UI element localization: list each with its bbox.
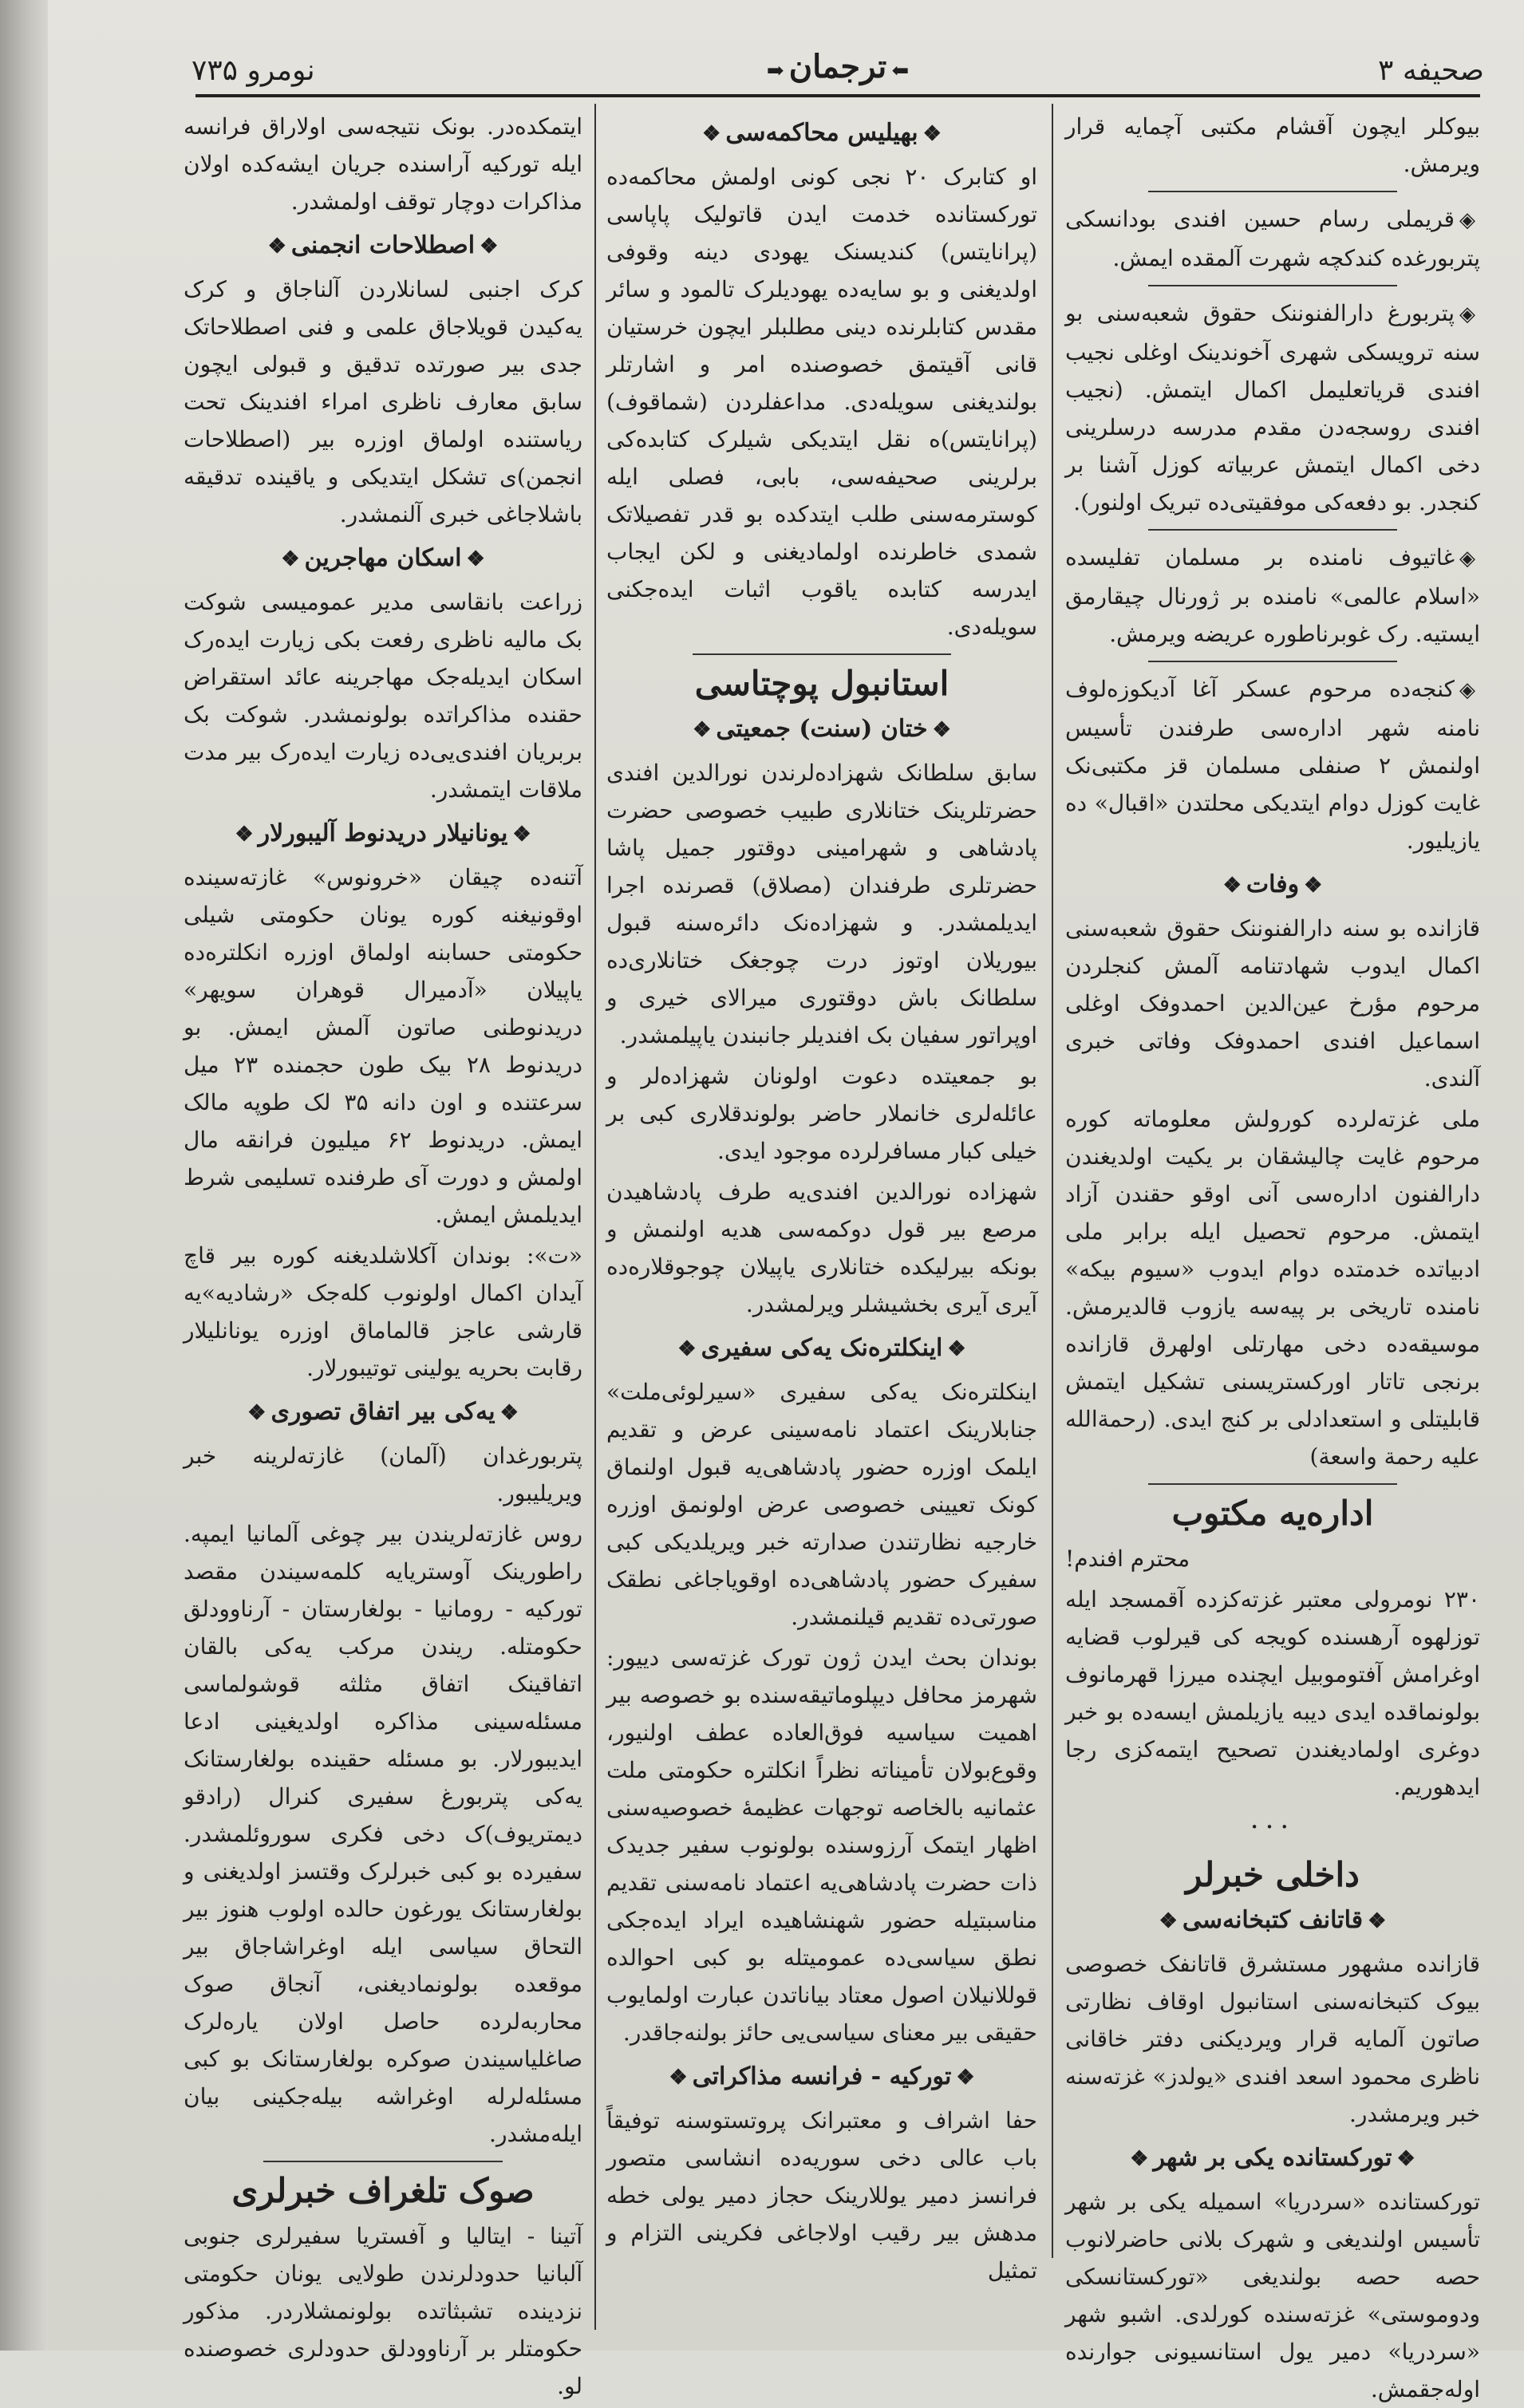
- article-text: ◈کنجه‌ده مرحوم عسکر آغا آدیکوزه‌لوف نامنه شهر اداره‌سی طرفندن تأسیس اولنمش ۲ صنفلی مسلمان قز مکتبی‌نک غایت کوزل دوام ایتدیکی محلتدن «اقبال» ده یازیلیور.: [1065, 670, 1480, 859]
- ornament-icon: ❖: [281, 547, 300, 571]
- article-text: زراعت بانقاسی مدیر عمومیسی شوکت بک مالیه ناظری رفعت بکی زیارت ایده‌رک اسکان ایدیله‌جک مهاجرینه عائد استقراض حقنده مذاکراتده بولونمشدر. شوکت بک بربریان افندی‌یی‌ده زیارت ایده‌رک بیر مدت ملاقات ایتمشدر.: [184, 589, 582, 803]
- section-title: استانبول پوچتاسی: [694, 664, 950, 703]
- ornament-icon: ❖: [1130, 2147, 1149, 2171]
- article-text: او کتابرک ۲۰ نجی کونی اولمش محاکمه‌ده تورکستانده خدمت ایدن قاتولیک پاپاسی (پرانایتس) کندیسنک یهودی دینه وقوفی اولدیغنی و بو سایه‌ده یهودیلرک تالمود و سائر مقدس کتابلرنده دینی مطلبلر ایچون خرستیان قانی آقیتمق خصوصنده امر و اشارتلر بولندیغنی سویله‌دی. مداعفلردن (شماقوف) (پرانایتس)ه نقل ایتدیکی شیلرک کتابده‌کی برلرینی صحیفه‌سی، بابی، فصلی ایله کوسترمه‌سنی طلب ایتدکده بو قدر تفصیلاتک شمدی خاطرنده اولمادیغنی و لکن ایجاب ایدرسه کتابده یاقوب اثبات ایده‌جکنی سویله‌دی.: [606, 164, 1037, 640]
- section-heading: ❖بهیلیس محاکمه‌سی❖: [606, 114, 1037, 153]
- diamond-icon: ◈: [1459, 678, 1475, 702]
- article-text: بیوکلر ایچون آقشام مکتبی آچمایه قرار ویرمش.: [1065, 113, 1480, 177]
- ornament-icon: ❖: [693, 718, 712, 742]
- ornament-icon: ❖: [932, 718, 951, 742]
- section-heading: ❖یونانیلار دریدنوط آلیبورلار❖: [184, 815, 582, 854]
- binding-edge: [0, 0, 48, 2351]
- ornament-icon: ❖: [480, 235, 499, 259]
- newspaper-name: ⬅ترجمان➡: [766, 48, 910, 85]
- article-text: قازانده مشهور مستشرق قاتانفک خصوصی بیوک کتبخانه‌سنی استانبول اوقاف نظارتی صاتون آلمایه قرار ویردیکنی دفتر خاقانی ناظری محمود اسعد افندی «یولدز» غزته‌سنه خبر ویرمشدر.: [1065, 1951, 1480, 2127]
- divider: [1148, 1483, 1397, 1485]
- article-text: ۲۳۰ نومرولی معتبر غزته‌کزده آقمسجد ایله توزلهوه آرهسنده کویجه کی قیرلوب قضایه اوغرامش آفتوموبیل ایچنده میرزا قهرمانوف بولونماقده ایدی دیبه یازیلمش ایسه‌ده بو خبر دوغری اولمادیغندن تصحیح ایتمه‌کزی رجا ایدهوریم.: [1065, 1586, 1480, 1800]
- article-text: «ت»: بوندان آکلاشلدیغنه کوره بیر قاچ آیدان اکمال اولونوب کله‌جک «رشادیه»یه قارشی عاجز قالماماق اوزره یونانلیلار رقابت بحریه یولینی توتیبورلار.: [184, 1242, 582, 1381]
- column-middle: [606, 108, 1037, 2310]
- section-heading: ❖ختان (سنت) جمعیتی❖: [606, 710, 1037, 749]
- ornament-icon: ⬅: [891, 59, 910, 83]
- ornament-icon: ❖: [1368, 1909, 1387, 1933]
- article-text: بو جمعیتده دعوت اولونان شهزاده‌لر و عائله‌لری خانملار حاضر بولوندقلاری کبی بر خیلی کبار مسافرلرده موجود ایدی.: [606, 1063, 1037, 1164]
- ornament-icon: ❖: [235, 823, 254, 847]
- article-text: آتنه‌ده چیقان «خرونوس» غازته‌سینده اوقونیغنه کوره یونان حکومتی شیلی حکومتی حسابنه اولماق اوزره انکلتره‌ده یاپیلان «آدمیرال قوهران سویهر» دریدنوطنی صاتون آلمش ایمش. بو دریدنوط ۲۸ بیک طون حجمنده ۲۳ میل سرعتنده و اون دانه ۳۵ لک طوپه مالک ایمش. دریدنوط ۶۲ میلیون فرانقه مال اولمش و دورت آی طرفنده تسلیمی شرط ایدیلمش ایمش.: [184, 864, 583, 1228]
- section-heading: ❖اصطلاحات انجمنی❖: [184, 227, 582, 266]
- article-text: تورکستانده «سردریا» اسمیله یکی بر شهر تأسیس اولندیغی و شهرک بلانی حاضرلانوب حصه حصه بولندیغی «تورکستانسکی ودوموستی» غزته‌سنده کورلدی. اشبو شهر «سردریا» دمیر یول استانسیونی جوارنده اوله‌جقمش.: [1065, 2189, 1480, 2402]
- article-text: شهزاده نورالدین افندی‌یه طرف پادشاهیدن مرصع بیر قول دوکمه‌سی هدیه اولنمش و بونکه بیرلیکده ختانلاری یاپیلان چوجوقلاره‌ده آیری آیری بخشیشلر ویرلمشدر.: [606, 1178, 1037, 1317]
- article-text: ایتمکده‌در. بونک نتیجه‌سی اولاراق فرانسه ایله تورکیه آراسنده جریان ایشه‌کده اولان مذاکرات دوچار توقف اولمشدر.: [184, 113, 582, 215]
- article-text: بوندان بحث ایدن ژون تورک غزته‌سی دییور: شهرمز محافل دیپلوماتیقه‌سنده بو خصوصه بیر اهمیت سیاسیه فوق‌العاده عطف اولنیور، وقوع‌بولان تأمیناته نظراً انکلتره حکومتی ملت عثمانیه بالخاصه توجهات عظیمهٔ خصوصیه‌سنی اظهار ایتمک آرزوسنده بولونوب سفیر جدیدک ذات حضرت پادشاهی‌یه اعتماد نامه‌سنی تقدیم مناسبتیله حضور شهنشاهیده ایراد ایده‌جکی نطق سیاسی‌ده عمومیتله بو کبی احوالده قوللانیلان اصول معتاد بیاناتدن عبارت اولمایوب حقیقی بیر معنای سیاسی‌یی حائز بولنه‌جاقدر.: [606, 1644, 1037, 2046]
- section-heading: ❖تورکستانده یکی بر شهر❖: [1065, 2139, 1480, 2178]
- section-heading: ❖اسکان مهاجرین❖: [184, 539, 582, 578]
- ornament-icon: ❖: [512, 823, 531, 847]
- diamond-icon: ◈: [1459, 208, 1475, 232]
- section-heading: ❖تورکیه - فرانسه مذاکراتی❖: [606, 2058, 1037, 2097]
- ornament-icon: ❖: [1222, 874, 1242, 898]
- article-text: پتربورغدان (آلمان) غازته‌لرینه خبر ویریلیبور.: [184, 1443, 582, 1506]
- section-heading: ❖وفات❖: [1065, 866, 1480, 905]
- divider: [1148, 529, 1397, 531]
- section-title: داخلی خبرلر: [1186, 1855, 1360, 1894]
- section-heading: ❖اینکلتره‌نک یه‌کی سفیری❖: [606, 1329, 1037, 1368]
- divider: [263, 2161, 503, 2162]
- page-number: صحیفه ۳: [1378, 54, 1484, 87]
- dots-separator: ···: [1250, 1811, 1296, 1843]
- ornament-icon: ❖: [466, 547, 485, 571]
- column-left: [184, 108, 583, 2399]
- diamond-icon: ◈: [1459, 302, 1475, 326]
- article-text: قازانده بو سنه دارالفنوننک حقوق شعبه‌سنی اکمال ایدوب شهادتنامه آلمش کنجلردن مرحوم مؤرخ عین‌الدین احمدوفک اوغلی اسماعیل افندی احمدوفک وفاتی خبری آلندی.: [1065, 915, 1480, 1091]
- section-heading: ❖قاتانف کتبخانه‌سی❖: [1065, 1901, 1480, 1940]
- article-text: کرک اجنبی لسانلاردن آلناجاق و کرک یه‌کیدن قویلاجاق علمی و فنی اصطلاحاتک جدی بیر صورتده تدقیق و قبولی ایچون سابق معارف ناظری امراء افندینک تحت ریاستنده اولماق اوزره بیر (اصطلاحات انجمن)ی تشکل ایتدیکی و یاقینده تدقیقه باشلاجاغی خبری آلنمشدر.: [184, 276, 582, 527]
- ornament-icon: ❖: [922, 122, 942, 146]
- section-heading: ❖یه‌کی بیر اتفاق تصوری❖: [184, 1393, 582, 1432]
- header-rule: [195, 94, 1480, 97]
- ornament-icon: ➡: [766, 59, 784, 83]
- article-text: آتینا - ایتالیا و آفستریا سفیرلری جنوبی آلبانیا حدودلرندن طولایی یونان حکومتی نزدینده تشبثاتده بولونمشلاردر. مذکور حکومتلر بر آرناوودلق حدودلری خصوصنده لو.: [184, 2223, 582, 2399]
- ornament-icon: ❖: [1159, 1909, 1178, 1933]
- ornament-icon: ❖: [247, 1401, 267, 1425]
- article-text: روس غازته‌لریندن بیر چوغی آلمانیا ایمپه. راطورینک آوستریایه کلمه‌سیندن مقصد تورکیه - رومانیا - بولغارستان - آرناوودلق حکومتله. ریندن مرکب یه‌کی بالقان اتفاقینک اتفاق مثلثه قوشولماسی مسئله‌سینی مذاکره اولدیغینی ادعا ایدیبورلار. بو مسئله حقینده بولغارستانک یه‌کی پتربورغ سفیری کنرال (رادقو دیمتریوف)ک دخی فکری سوروئلمشدر. سفیرده بو کبی خبرلرک وقتسز اولدیغنی و بولغارستانک یورغون حالده اولوب هنوز بیر التحاق سیاسی ایله اوغراشاجاق بیر موقعده بولونمادیغنی، آنجاق صوک محاربه‌لرده حاصل اولان یاره‌لرک صاغلیاسیندن صوکره بولغارستانک بو کبی مسئله‌لرله اوغراشه بیله‌جکینی بیان ایله‌مشدر.: [184, 1521, 582, 2147]
- ornament-icon: ❖: [669, 2066, 688, 2090]
- ornament-icon: ❖: [956, 2066, 975, 2090]
- salutation: محترم افندم!: [1065, 1545, 1190, 1572]
- column-right: [1065, 108, 1480, 2402]
- article-text: ملی غزته‌لرده کورولش معلوماته کوره مرحوم غایت چالیشقان بر یکیت اولدیغندن دارالفنون اداره‌سی آنی اوقو حقندن آزاد ایتمش. مرحوم تحصیل ایله برابر ملی ادبیاتده خدمتده دوام ایدوب «سیوم بیکه» نامنده تاریخی بر پیه‌سه یازوب قالدیرمش. موسیقه‌ده دخی مهارتلی اولهرق قازانده برنجی تاتار اورکستریسنی تشکیل ایتمش قابلیتلی و استعدادلی بر کنج ایدی. (رحمة‌الله علیه رحمة واسعة): [1065, 1106, 1480, 1470]
- divider: [1148, 661, 1397, 662]
- column-divider: [1052, 104, 1053, 2258]
- section-title: اداره‌یه مکتوب: [1171, 1494, 1374, 1533]
- ornament-icon: ❖: [1396, 2147, 1415, 2171]
- section-title: صوک تلغراف خبرلری: [231, 2171, 535, 2210]
- column-divider: [594, 104, 596, 2330]
- divider: [1148, 285, 1397, 286]
- article-text: ◈قریملی رسام حسین افندی بودانسکی پتربورغده کندکچه شهرت آلمقده ایمش.: [1065, 200, 1480, 277]
- issue-number: نومرو ۷۳۵: [191, 54, 315, 87]
- article-text: حفا اشراف و معتبرانک پروتستوسنه توفیقاً باب عالی دخی سوریه‌ده انشاسی متصور فرانسز دمیر یوللارینک حجاز دمیر یولی خطه مدهش بیر رقیب اولاجاغی فکرینی التزام و تمثیل: [606, 2107, 1037, 2284]
- ornament-icon: ❖: [499, 1401, 519, 1425]
- article-text: ◈غاتیوف نامنده بر مسلمان تفلیسده «اسلام عالمی» نامنده بر ژورنال چیقارمق ایستیه. رک غوبرناطوره عریضه ویرمش.: [1065, 539, 1480, 653]
- ornament-icon: ❖: [267, 235, 286, 259]
- ornament-icon: ❖: [702, 122, 721, 146]
- article-text: سابق سلطانک شهزاده‌لرندن نورالدین افندی حضرتلرینک ختانلاری طبیب خصوصی حضرت پادشاهی و شهرامینی دوقتور جمیل پاشا حضرتلری طرفندان (مصلاق) قصرنده اجرا ایدیلمشدر. و شهزاده‌نک دائره‌سنه قبول بیوریلان اوتوز درت چوجغک ختانلاری‌ده سلطانک باش دوقتوری میرالای خیری و اوپراتور سفیان بک افندیلر جانبندن یاپیلمشدر.: [606, 760, 1037, 1048]
- divider: [693, 653, 951, 655]
- ornament-icon: ❖: [677, 1337, 697, 1361]
- article-text: اینکلتره‌نک یه‌کی سفیری «سیرلوئی‌ملت» جنابلارینک اعتماد نامه‌سینی عرض و تقدیم ایلمک اوزره حضور پادشاهی‌یه قبول اولنماق کونک تعیینی خصوصی عرض اولونمق اوزره خارجیه نظارتندن صدارته خبر ویریلدیکی کبی سفیرک حضور پادشاهی‌ده اوقویاجاغی نطقک صورتی‌ده تقدیم قیلنمشدر.: [606, 1379, 1037, 1630]
- article-text: ◈پتربورغ دارالفنوننک حقوق شعبه‌سنی بو سنه ترویسکی شهری آخوندینک اوغلی نجیب افندی قریاتعلیمل اکمال ایتمش. (نجیب افندی روسجه‌دن مقدم مدرسه درسلرینی دخی اکمال ایتمش عربیاته کوزل آشنا بر کنجدر. بو دفعه‌کی موفقیتی‌ده تبریک اولنور).: [1065, 294, 1480, 521]
- page-header: [191, 48, 1484, 96]
- diamond-icon: ◈: [1459, 547, 1475, 570]
- ornament-icon: ❖: [947, 1337, 966, 1361]
- ornament-icon: ❖: [1304, 874, 1323, 898]
- divider: [1148, 191, 1397, 192]
